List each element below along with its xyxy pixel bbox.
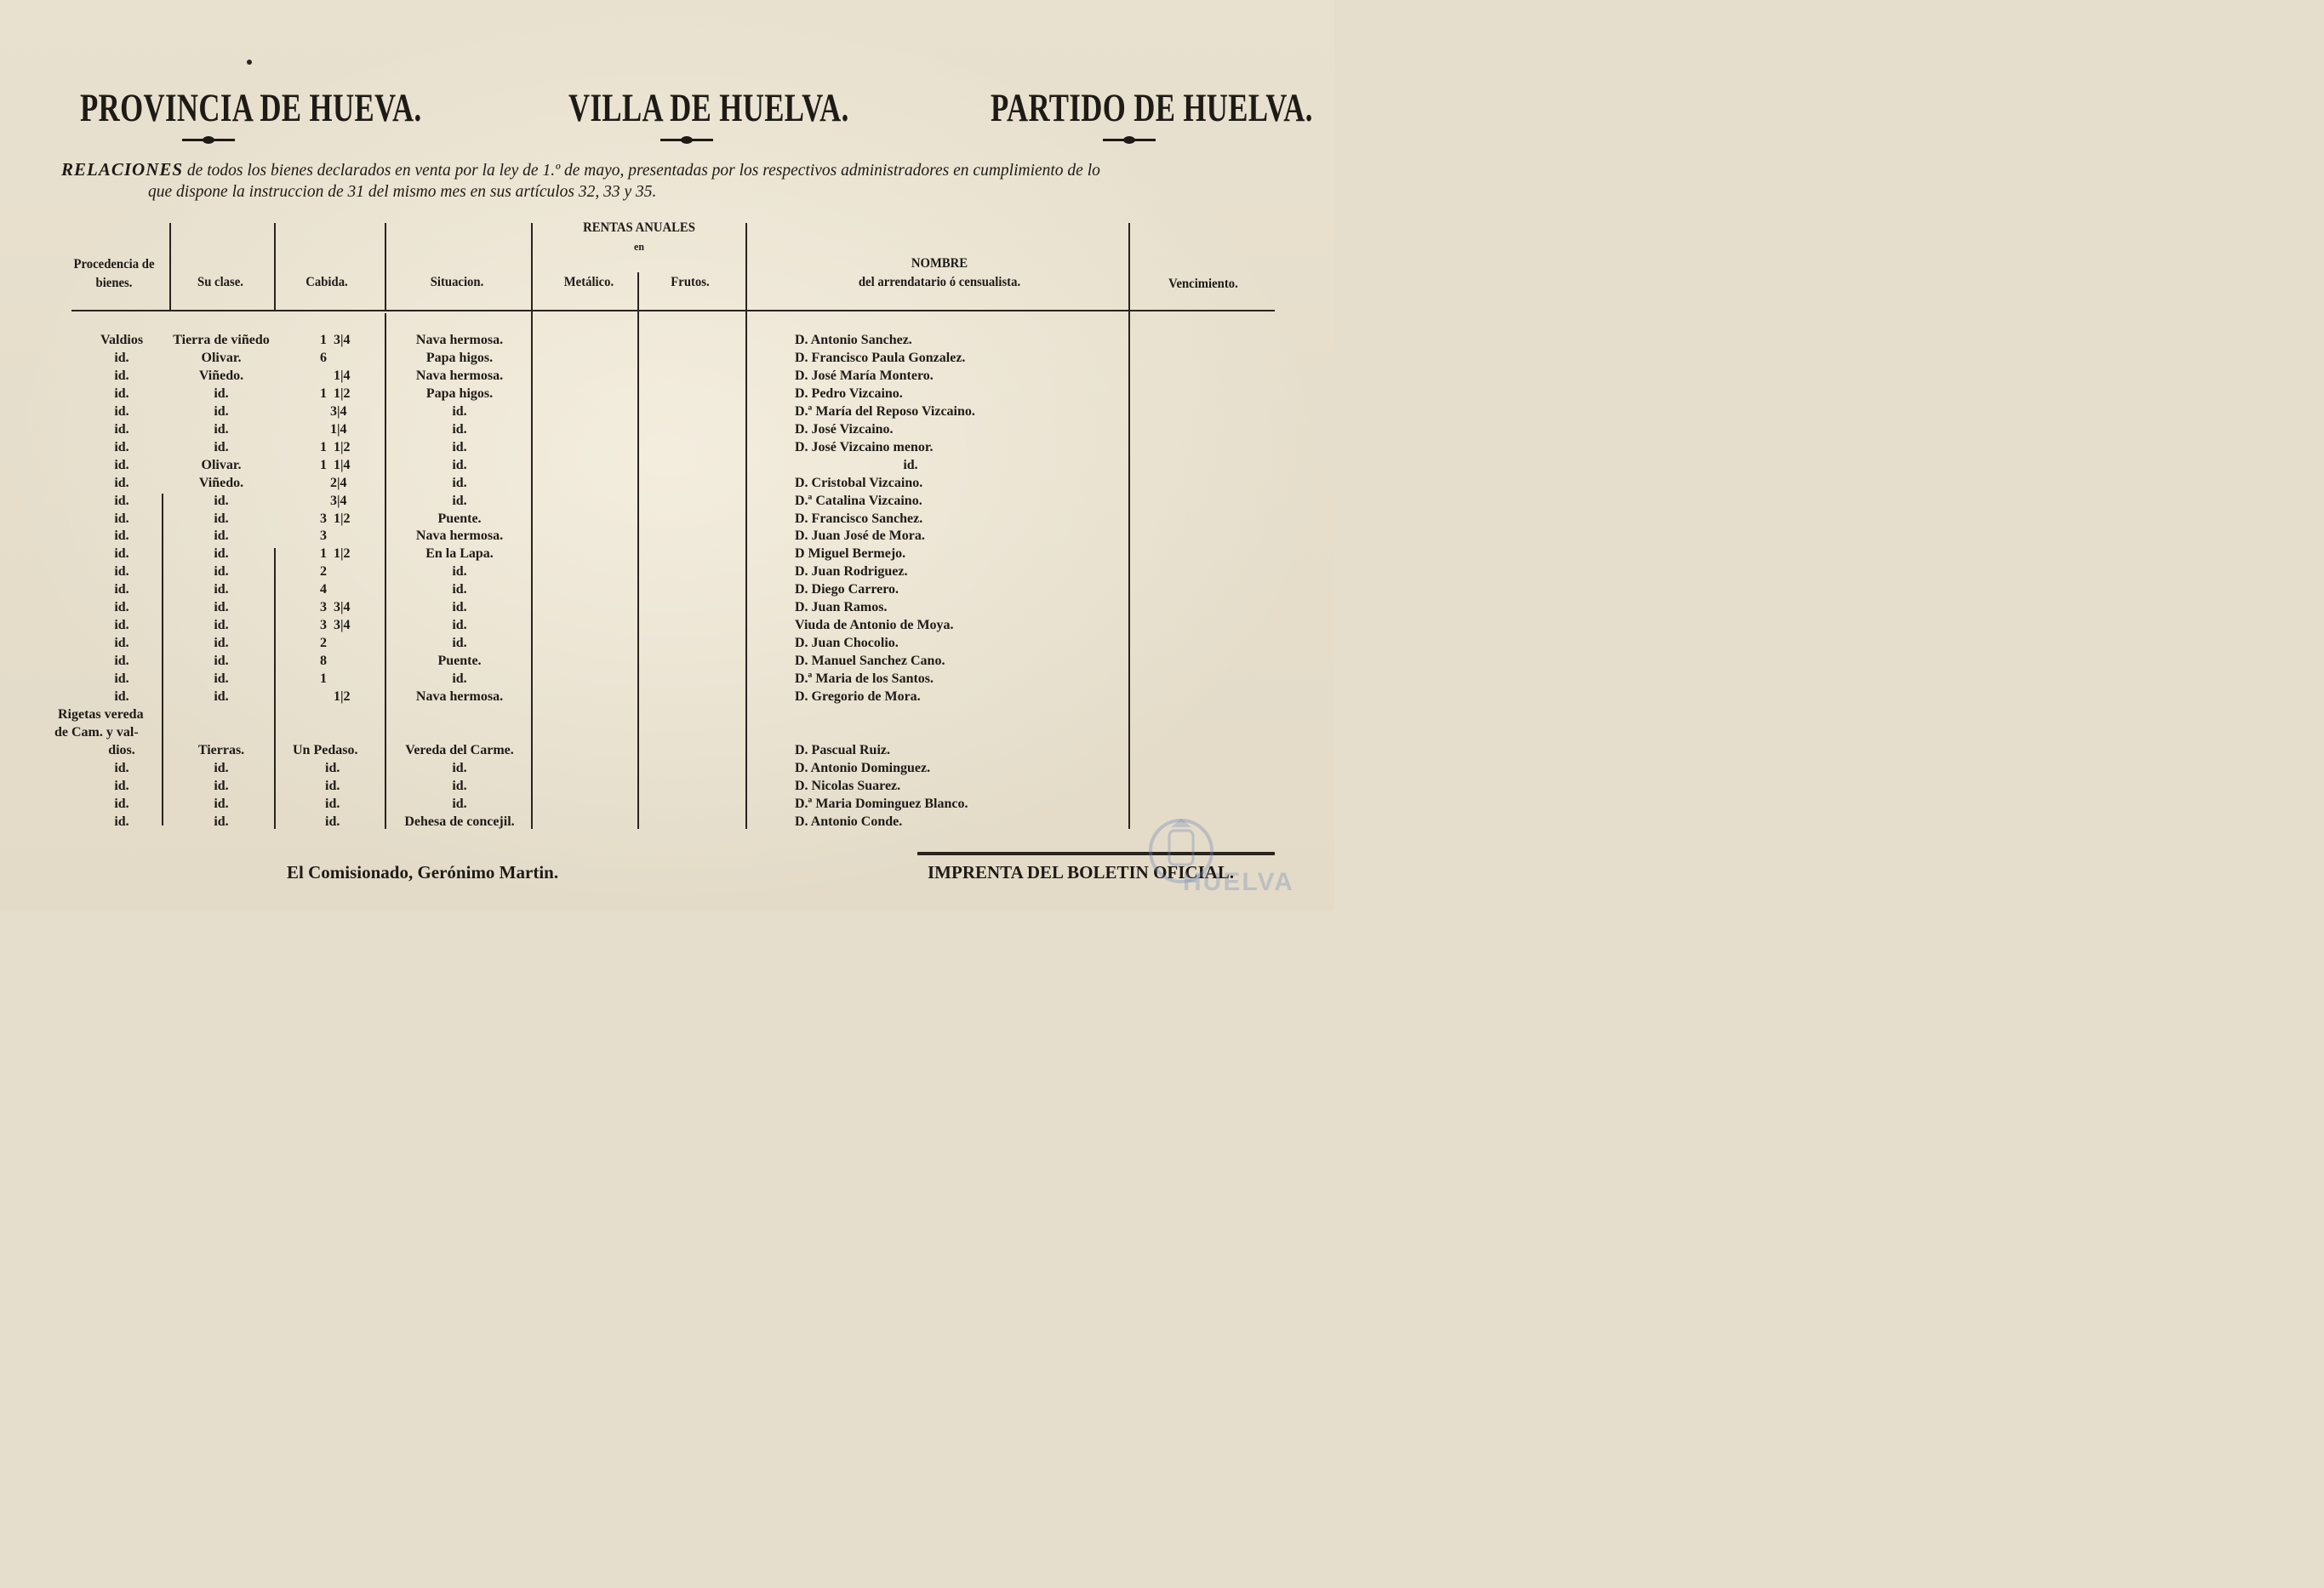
- cell-nombre: D. Pascual Ruiz.: [795, 743, 890, 757]
- cell-nombre: D Miguel Bermejo.: [795, 546, 906, 561]
- col-header-situacion: Situacion.: [430, 275, 484, 289]
- cell-cabida: 1 1|4: [320, 458, 351, 472]
- cell-situacion: id.: [452, 779, 467, 793]
- cell-cabida: id.: [325, 761, 340, 775]
- col-header-rentas-en: en: [634, 240, 644, 253]
- ink-spot: [247, 60, 252, 65]
- cell-situacion: id.: [452, 564, 467, 579]
- cell-clase: Olivar.: [201, 458, 242, 472]
- cell-situacion: id.: [452, 671, 467, 686]
- cell-procedencia: id.: [114, 797, 129, 811]
- header-ornament-left: [182, 139, 235, 141]
- cell-cabida: 8: [320, 654, 327, 668]
- cell-nombre: D. Antonio Conde.: [795, 814, 903, 829]
- cell-cabida: 6: [320, 351, 327, 365]
- cell-clase: id.: [214, 440, 229, 454]
- cell-cabida: 3 1|2: [320, 511, 351, 526]
- cell-cabida: 4: [320, 582, 327, 597]
- col-header-nombre: NOMBRE: [911, 256, 968, 271]
- cell-cabida: 3 3|4: [320, 600, 351, 614]
- cell-clase: id.: [214, 671, 229, 686]
- cell-situacion: id.: [452, 618, 467, 632]
- cell-clase: id.: [214, 618, 229, 632]
- cell-clase: id.: [214, 564, 229, 579]
- cell-clase: id.: [214, 404, 229, 419]
- cell-nombre: D. Pedro Vizcaino.: [795, 386, 903, 401]
- cell-situacion: Nava hermosa.: [415, 689, 504, 704]
- stamp-word: HUELVA: [1183, 868, 1294, 896]
- cell-procedencia: id.: [114, 689, 129, 704]
- col-divider-2: [274, 223, 276, 311]
- cell-procedencia-rigetas: Rigetas vereda: [58, 707, 144, 722]
- cell-cabida: 2|4: [320, 476, 347, 490]
- cell-situacion: id.: [452, 404, 467, 419]
- cell-situacion: Papa higos.: [425, 386, 494, 401]
- cell-cabida: id.: [325, 814, 340, 829]
- intro-paragraph: [61, 159, 1287, 203]
- col-header-cabida: Cabida.: [305, 275, 348, 289]
- col-header-metalico: Metálico.: [563, 275, 614, 289]
- cell-situacion: id.: [452, 494, 467, 508]
- cell-clase: id.: [214, 511, 229, 526]
- cell-nombre: D. Juan Chocolio.: [795, 636, 899, 650]
- cell-clase: id.: [214, 528, 229, 543]
- col-header-nombre-sub: del arrendatario ó censualista.: [858, 275, 1021, 289]
- cell-nombre: D. Nicolas Suarez.: [795, 779, 901, 793]
- cell-procedencia: id.: [114, 582, 129, 597]
- col-header-clase: Su clase.: [197, 275, 243, 289]
- col-divider-1: [169, 223, 171, 311]
- cell-situacion: Dehesa de concejil.: [404, 814, 515, 829]
- cell-nombre: D.ª Catalina Vizcaino.: [795, 494, 922, 508]
- header-ornament-right: [1103, 139, 1156, 141]
- cell-procedencia: id.: [114, 636, 129, 650]
- cell-situacion: id.: [452, 582, 467, 597]
- cell-clase: id.: [214, 636, 229, 650]
- cell-nombre: D.ª Maria Dominguez Blanco.: [795, 797, 968, 811]
- cell-cabida: 2: [320, 636, 327, 650]
- cell-procedencia: id.: [114, 422, 129, 437]
- cell-cabida: 1|4: [320, 368, 351, 383]
- footer-imprenta: IMPRENTA DEL BOLETIN OFICIAL.: [928, 862, 1235, 883]
- cell-clase: Viñedo.: [198, 368, 244, 383]
- cell-cabida: 1 1|2: [320, 546, 351, 561]
- cell-clase: id.: [214, 386, 229, 401]
- cell-procedencia: id.: [114, 368, 129, 383]
- cell-nombre: id.: [903, 458, 918, 472]
- cell-clase: Olivar.: [201, 351, 242, 365]
- cell-situacion: id.: [452, 761, 467, 775]
- cell-situacion: Vereda del Carme.: [405, 743, 514, 757]
- col-divider-3: [385, 223, 386, 311]
- cell-clase: Tierras.: [197, 743, 245, 757]
- cell-cabida: id.: [325, 779, 340, 793]
- cell-nombre: D. Gregorio de Mora.: [795, 689, 921, 704]
- cell-clase: id.: [214, 546, 229, 561]
- cell-nombre: D. Francisco Paula Gonzalez.: [795, 351, 966, 365]
- col-divider-5: [637, 272, 639, 829]
- cell-clase: Viñedo.: [198, 476, 244, 490]
- cell-nombre: D.ª Maria de los Santos.: [795, 671, 934, 686]
- col-header-vencimiento: Vencimiento.: [1168, 277, 1238, 291]
- cell-procedencia: id.: [114, 654, 129, 668]
- cell-clase: id.: [214, 600, 229, 614]
- cell-situacion: id.: [452, 797, 467, 811]
- cell-procedencia: id.: [114, 814, 129, 829]
- header-villa: VILLA DE HUELVA.: [568, 86, 849, 130]
- intro-line2: que dispone la instruccion de 31 del mismo mes en sus artículos 32, 33 y 35.: [148, 183, 657, 201]
- cell-cabida: 1|2: [320, 689, 351, 704]
- cell-procedencia: id.: [114, 618, 129, 632]
- cell-procedencia-rigetas: de Cam. y val-: [54, 725, 139, 740]
- cell-clase: id.: [214, 797, 229, 811]
- col-header-rentas: RENTAS ANUALES: [583, 220, 695, 235]
- cell-procedencia: id.: [114, 386, 129, 401]
- cell-nombre: D. Diego Carrero.: [795, 582, 899, 597]
- cell-cabida: 3: [320, 528, 327, 543]
- header-provincia: PROVINCIA DE HUEVA.: [80, 86, 422, 130]
- cell-clase: id.: [214, 422, 229, 437]
- cell-clase: id.: [214, 761, 229, 775]
- cell-situacion: id.: [452, 422, 467, 437]
- cell-cabida: Un Pedaso.: [293, 743, 358, 757]
- cell-clase: id.: [214, 582, 229, 597]
- footer-comisionado: El Comisionado, Gerónimo Martin.: [287, 862, 559, 883]
- cell-procedencia: id.: [114, 476, 129, 490]
- cell-situacion: Nava hermosa.: [415, 333, 504, 347]
- cell-situacion: id.: [452, 600, 467, 614]
- cell-procedencia: dios.: [108, 743, 135, 757]
- cell-clase: id.: [214, 689, 229, 704]
- cell-situacion: id.: [452, 458, 467, 472]
- cell-nombre: D. Antonio Dominguez.: [795, 761, 931, 775]
- cell-cabida: 1 3|4: [320, 333, 351, 347]
- cell-nombre: D. Antonio Sanchez.: [795, 333, 912, 347]
- cell-clase: id.: [214, 779, 229, 793]
- cell-clase: id.: [214, 814, 229, 829]
- cell-situacion: Puente.: [437, 654, 482, 668]
- rentas-underline: [541, 310, 739, 311]
- cell-nombre: Viuda de Antonio de Moya.: [795, 618, 954, 632]
- cell-procedencia: id.: [114, 671, 129, 686]
- cell-situacion: En la Lapa.: [425, 546, 494, 561]
- cell-procedencia: id.: [114, 511, 129, 526]
- cell-procedencia: id.: [114, 440, 129, 454]
- cell-nombre: D. Manuel Sanchez Cano.: [795, 654, 945, 668]
- col-header-procedencia: Procedencia de bienes.: [73, 257, 155, 290]
- cell-situacion: Nava hermosa.: [415, 368, 504, 383]
- cell-nombre: D. Juan José de Mora.: [795, 528, 925, 543]
- cell-cabida: 1: [320, 671, 327, 686]
- header-partido: PARTIDO DE HUELVA.: [991, 86, 1313, 130]
- cell-procedencia: Valdios: [100, 333, 144, 347]
- cell-situacion: id.: [452, 476, 467, 490]
- cell-cabida: 1|4: [320, 422, 347, 437]
- cell-situacion: Puente.: [437, 511, 482, 526]
- cell-cabida: 3|4: [320, 404, 347, 419]
- cell-nombre: D. José María Montero.: [795, 368, 934, 383]
- cell-procedencia: id.: [114, 564, 129, 579]
- cell-nombre: D. José Vizcaino.: [795, 422, 894, 437]
- cell-cabida: id.: [325, 797, 340, 811]
- header-ornament-center: [660, 139, 713, 141]
- document-page: [0, 0, 1334, 911]
- col-divider-7: [1128, 223, 1130, 829]
- col-header-frutos: Frutos.: [671, 275, 710, 289]
- cell-nombre: D. Francisco Sanchez.: [795, 511, 923, 526]
- cell-clase: id.: [214, 654, 229, 668]
- cell-procedencia: id.: [114, 600, 129, 614]
- cell-situacion: id.: [452, 636, 467, 650]
- intro-line1: de todos los bienes declarados en venta por la ley de 1.º de mayo, presentadas por los respectivos administradores en cumplimiento de lo: [183, 162, 1100, 180]
- col-divider-6: [745, 223, 747, 829]
- cell-cabida: 1 1|2: [320, 440, 351, 454]
- cell-nombre: D. Cristobal Vizcaino.: [795, 476, 923, 490]
- cell-procedencia: id.: [114, 528, 129, 543]
- cell-procedencia: id.: [114, 404, 129, 419]
- cell-nombre: D. José Vizcaino menor.: [795, 440, 934, 454]
- cell-cabida: 1 1|2: [320, 386, 351, 401]
- cell-cabida: 2: [320, 564, 327, 579]
- cell-situacion: Papa higos.: [425, 351, 494, 365]
- cell-procedencia: id.: [114, 779, 129, 793]
- cell-cabida: 3|4: [320, 494, 347, 508]
- archive-stamp: [1137, 808, 1299, 902]
- cell-procedencia: id.: [114, 546, 129, 561]
- cell-nombre: D. Juan Rodriguez.: [795, 564, 908, 579]
- cell-clase: Tierra de viñedo: [173, 333, 270, 347]
- cell-cabida: 3 3|4: [320, 618, 351, 632]
- cell-procedencia: id.: [114, 494, 129, 508]
- cell-situacion: id.: [452, 440, 467, 454]
- cell-nombre: D.ª María del Reposo Vizcaino.: [795, 404, 975, 419]
- cell-situacion: Nava hermosa.: [415, 528, 504, 543]
- cell-procedencia: id.: [114, 351, 129, 365]
- cell-nombre: D. Juan Ramos.: [795, 600, 888, 614]
- cell-procedencia: id.: [114, 458, 129, 472]
- intro-cap: RELACIONES: [61, 159, 184, 180]
- cell-clase: id.: [214, 494, 229, 508]
- cell-procedencia: id.: [114, 761, 129, 775]
